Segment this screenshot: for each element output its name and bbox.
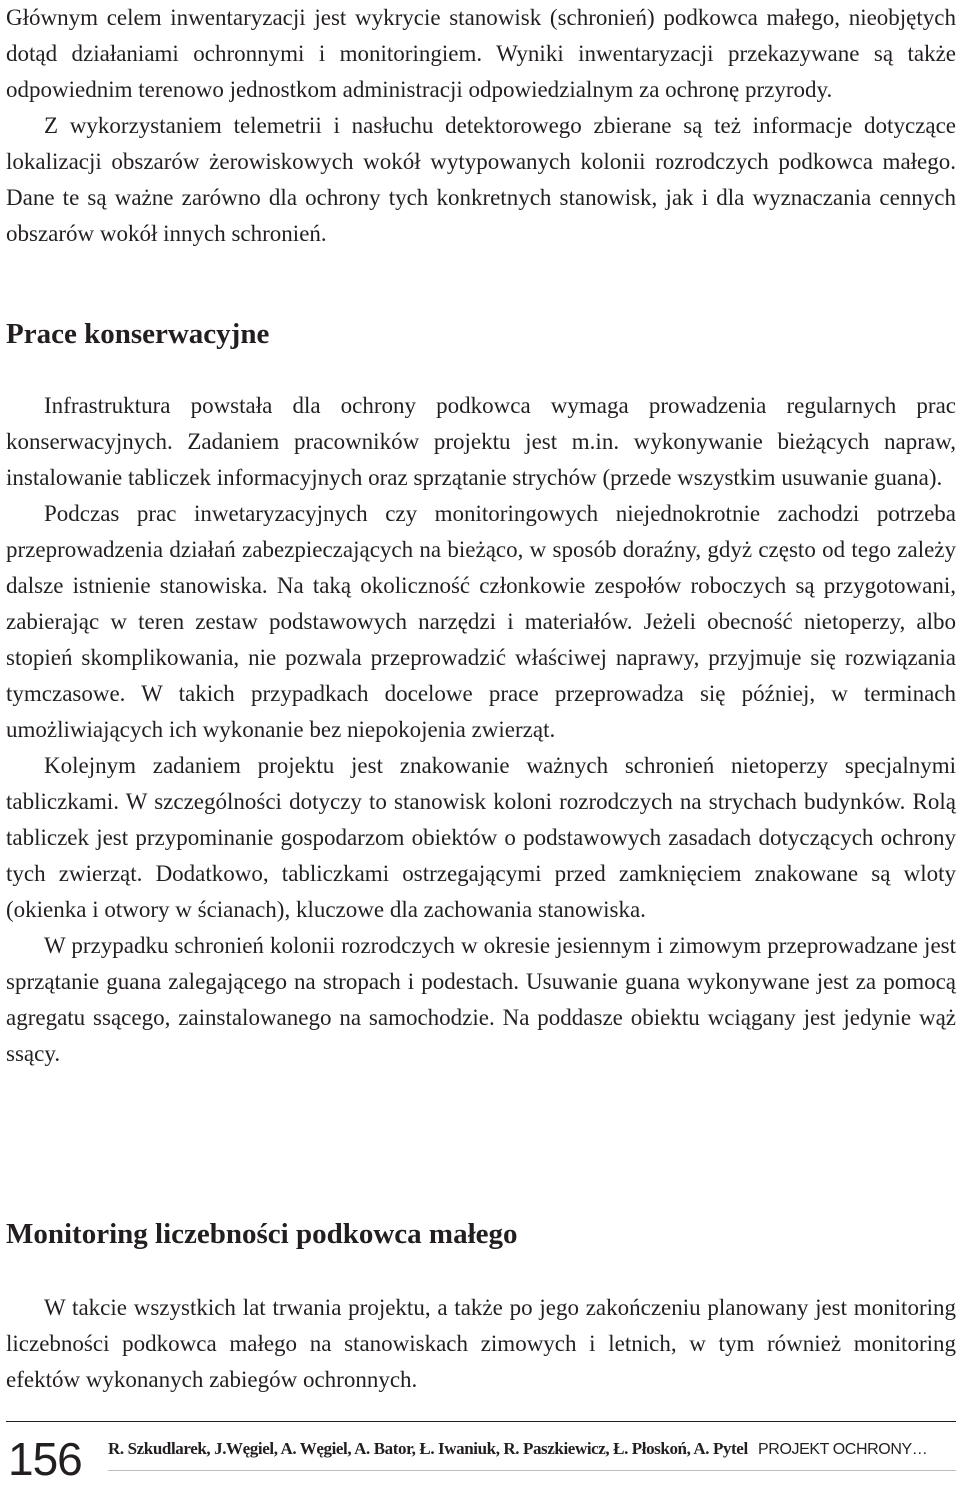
running-footer <box>108 1437 958 1462</box>
section-heading-prace-konserwacyjne: Prace konserwacyjne <box>6 318 270 350</box>
section-heading-monitoring: Monitoring liczebności podkowca małego <box>6 1218 518 1250</box>
footer-underline <box>108 1470 956 1471</box>
section1-paragraph-1: Infrastruktura powstała dla ochrony podkowca wymaga prowadzenia regularnych prac konserwacyjnych. Zadaniem pracowników projektu jest m.in. wykonywanie bieżących napraw, instalowanie tabliczek informacyjnych oraz sprzątanie strychów (przede wszystkim usuwanie guana). <box>6 393 956 490</box>
section-prace-konserwacyjne <box>6 388 956 1072</box>
section1-paragraph-2: Podczas prac inwetaryzacyjnych czy monitoringowych niejednokrotnie zachodzi potrzeba przeprowadzenia działań zabezpieczających na bieżąco, w sposób doraźny, gdyż często od tego zależy dalsze istnienie stanowiska. Na taką okoliczność członkowie zespołów roboczych są przygotowani, zabierając w teren zestaw podstawowych narzędzi i materiałów. Jeżeli obecność nietoperzy, albo stopień skomplikowania, nie pozwala przeprowadzić właściwej naprawy, przyjmuje się rozwiązania tymczasowe. W takich przypadkach docelowe prace przeprowadza się później, w terminach umożliwiających ich wykonanie bez niepokojenia zwierząt. <box>6 501 956 742</box>
section2-paragraph-1: W takcie wszystkich lat trwania projektu, a także po jego zakończeniu planowany jest monitoring liczebności podkowca małego na stanowiskach zimowych i letnich, w tym również monitoring efektów wykonanych zabiegów ochronnych. <box>6 1295 956 1392</box>
section1-paragraph-3: Kolejnym zadaniem projektu jest znakowanie ważnych schronień nietoperzy specjalnymi tabliczkami. W szczególności dotyczy to stanowisk koloni rozrodczych na strychach budynków. Rolą tabliczek jest przypominanie gospodarzom obiektów o podstawowych zasadach dotyczących ochrony tych zwierząt. Dodatkowo, tabliczkami ostrzegającymi przed zamknięciem znakowane są wloty (okienka i otwory w ścianach), kluczowe dla zachowania stanowiska. <box>6 753 956 922</box>
footer-authors: R. Szkudlarek, J.Węgiel, A. Węgiel, A. Bator, Ł. Iwaniuk, R. Paszkiewicz, Ł. Płoskoń, A. Pytel <box>108 1439 748 1458</box>
intro-paragraph-2: Z wykorzystaniem telemetrii i nasłuchu detektorowego zbierane są też informacje dotyczące lokalizacji obszarów żerowiskowych wokół wytypowanych kolonii rozrodczych podkowca małego. Dane te są ważne zarówno dla ochrony tych konkretnych stanowisk, jak i dla wyznaczania cennych obszarów wokół innych schronień. <box>6 113 956 246</box>
page-number: 156 <box>8 1433 82 1485</box>
intro-block <box>6 0 956 252</box>
footer-journal-title: PROJEKT OCHRONY… <box>758 1441 928 1458</box>
intro-paragraph-1: Głównym celem inwentaryzacji jest wykrycie stanowisk (schronień) podkowca małego, nieobjętych dotąd działaniami ochronnymi i monitoringiem. Wyniki inwentaryzacji przekazywane są także odpowiednim terenowo jednostkom administracji odpowiedzialnym za ochronę przyrody. <box>6 5 956 102</box>
section-monitoring <box>6 1290 956 1398</box>
section1-paragraph-4: W przypadku schronień kolonii rozrodczych w okresie jesiennym i zimowym przeprowadzane jest sprzątanie guana zalegającego na stropach i podestach. Usuwanie guana wykonywane jest za pomocą agregatu ssącego, zainstalowanego na samochodzie. Na poddasze obiektu wciągany jest jedynie wąż ssący. <box>6 933 956 1066</box>
footer-divider <box>6 1421 956 1422</box>
